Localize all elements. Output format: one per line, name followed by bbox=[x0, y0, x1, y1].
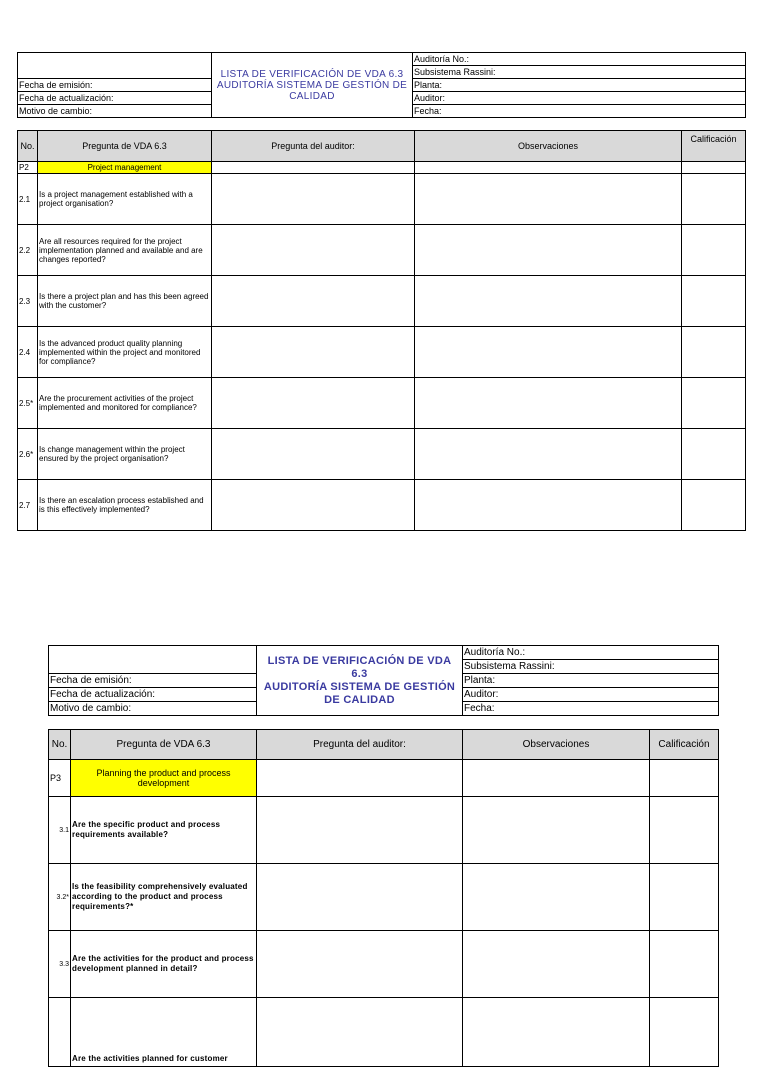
observations-cell[interactable] bbox=[463, 797, 650, 864]
auditor-question-cell[interactable] bbox=[257, 998, 463, 1067]
auditor-question-cell[interactable] bbox=[212, 480, 415, 531]
issue-date-field[interactable]: Fecha de emisión: bbox=[18, 79, 212, 92]
observations-cell[interactable] bbox=[415, 225, 682, 276]
auditor-question-cell[interactable] bbox=[212, 327, 415, 378]
column-header-auditor-question: Pregunta del auditor: bbox=[257, 730, 463, 760]
issue-date-field[interactable]: Fecha de emisión: bbox=[49, 674, 257, 688]
auditor-question-cell[interactable] bbox=[212, 276, 415, 327]
date-field[interactable]: Fecha: bbox=[463, 702, 719, 716]
questions-table bbox=[48, 729, 719, 1067]
rating-cell[interactable] bbox=[650, 760, 719, 797]
auditor-question-cell[interactable] bbox=[257, 797, 463, 864]
rating-cell[interactable] bbox=[650, 998, 719, 1067]
question-number: 2.2 bbox=[18, 225, 38, 276]
auditor-question-cell[interactable] bbox=[257, 760, 463, 797]
form-title bbox=[212, 53, 413, 118]
plant-field[interactable]: Planta: bbox=[413, 79, 746, 92]
vda-question: Is a project management established with a project organisation? bbox=[38, 174, 212, 225]
form-header-table bbox=[17, 52, 746, 118]
audit-number-field[interactable]: Auditoría No.: bbox=[463, 646, 719, 660]
column-header-no: No. bbox=[49, 730, 71, 760]
vda-question: Are the specific product and process requirements available? bbox=[71, 797, 257, 864]
update-date-field[interactable]: Fecha de actualización: bbox=[18, 92, 212, 105]
auditor-question-cell[interactable] bbox=[212, 174, 415, 225]
update-date-field[interactable]: Fecha de actualización: bbox=[49, 688, 257, 702]
rating-cell[interactable] bbox=[682, 276, 746, 327]
auditor-question-cell[interactable] bbox=[212, 162, 415, 174]
observations-cell[interactable] bbox=[415, 162, 682, 174]
rating-cell[interactable] bbox=[682, 429, 746, 480]
column-header-no: No. bbox=[18, 131, 38, 162]
observations-cell[interactable] bbox=[415, 480, 682, 531]
observations-cell[interactable] bbox=[415, 174, 682, 225]
form-title bbox=[257, 646, 463, 716]
change-reason-field[interactable]: Motivo de cambio: bbox=[49, 702, 257, 716]
form-title-line: DE CALIDAD bbox=[324, 693, 395, 706]
plant-field[interactable]: Planta: bbox=[463, 674, 719, 688]
question-number: 3.1 bbox=[49, 797, 71, 864]
column-header-rating: Calificación bbox=[650, 730, 719, 760]
question-number: 3.3 bbox=[49, 931, 71, 998]
change-reason-field[interactable]: Motivo de cambio: bbox=[18, 105, 212, 118]
rassini-subsystem-field[interactable]: Subsistema Rassini: bbox=[463, 660, 719, 674]
form-header-table bbox=[48, 645, 719, 716]
rating-cell[interactable] bbox=[682, 162, 746, 174]
form-title-line: 6.3 bbox=[351, 667, 368, 680]
rating-cell[interactable] bbox=[682, 378, 746, 429]
rating-cell[interactable] bbox=[682, 480, 746, 531]
observations-cell[interactable] bbox=[463, 760, 650, 797]
checklist-sheet-p3 bbox=[48, 645, 719, 1067]
vda-question: Are the procurement activities of the project implemented and monitored for compliance? bbox=[38, 378, 212, 429]
column-header-auditor-question: Pregunta del auditor: bbox=[212, 131, 415, 162]
form-title-line: LISTA DE VERIFICACIÓN DE VDA 6.3 bbox=[220, 68, 404, 80]
section-number: P2 bbox=[18, 162, 38, 174]
auditor-question-cell[interactable] bbox=[257, 931, 463, 998]
vda-question: Are the activities for the product and process development planned in detail? bbox=[71, 931, 257, 998]
section-number: P3 bbox=[49, 760, 71, 797]
question-number bbox=[49, 998, 71, 1067]
question-number: 3.2* bbox=[49, 864, 71, 931]
auditor-field[interactable]: Auditor: bbox=[463, 688, 719, 702]
column-header-observations: Observaciones bbox=[463, 730, 650, 760]
observations-cell[interactable] bbox=[415, 429, 682, 480]
auditor-question-cell[interactable] bbox=[212, 429, 415, 480]
observations-cell[interactable] bbox=[463, 864, 650, 931]
form-title-line: CALIDAD bbox=[289, 90, 335, 102]
header-blank-cell bbox=[49, 646, 257, 660]
vda-question: Is the advanced product quality planning implemented within the project and monitored for compliance? bbox=[38, 327, 212, 378]
header-blank-cell bbox=[49, 660, 257, 674]
rating-cell[interactable] bbox=[682, 327, 746, 378]
question-number: 2.4 bbox=[18, 327, 38, 378]
vda-question: Are all resources required for the project implementation planned and available and are changes reported? bbox=[38, 225, 212, 276]
auditor-question-cell[interactable] bbox=[212, 378, 415, 429]
header-blank-cell bbox=[18, 66, 212, 79]
rating-cell[interactable] bbox=[650, 864, 719, 931]
question-number: 2.6* bbox=[18, 429, 38, 480]
vda-question: Are the activities planned for customer bbox=[71, 998, 257, 1067]
rating-cell[interactable] bbox=[650, 931, 719, 998]
observations-cell[interactable] bbox=[415, 378, 682, 429]
observations-cell[interactable] bbox=[415, 327, 682, 378]
questions-table bbox=[17, 130, 746, 531]
rating-cell[interactable] bbox=[650, 797, 719, 864]
header-blank-cell bbox=[18, 53, 212, 66]
column-header-observations: Observaciones bbox=[415, 131, 682, 162]
audit-number-field[interactable]: Auditoría No.: bbox=[413, 53, 746, 66]
form-title-line: LISTA DE VERIFICACIÓN DE VDA bbox=[267, 654, 452, 667]
form-title-line: AUDITORÍA SISTEMA DE GESTIÓN bbox=[263, 680, 456, 693]
rating-cell[interactable] bbox=[682, 174, 746, 225]
observations-cell[interactable] bbox=[415, 276, 682, 327]
column-header-vda-question: Pregunta de VDA 6.3 bbox=[71, 730, 257, 760]
vda-question: Is there an escalation process established and is this effectively implemented? bbox=[38, 480, 212, 531]
rassini-subsystem-field[interactable]: Subsistema Rassini: bbox=[413, 66, 746, 79]
question-number: 2.7 bbox=[18, 480, 38, 531]
vda-question: Is there a project plan and has this been agreed with the customer? bbox=[38, 276, 212, 327]
observations-cell[interactable] bbox=[463, 931, 650, 998]
column-header-rating: Calificación bbox=[682, 131, 746, 162]
observations-cell[interactable] bbox=[463, 998, 650, 1067]
auditor-field[interactable]: Auditor: bbox=[413, 92, 746, 105]
section-title: Planning the product and process development bbox=[71, 760, 257, 797]
section-title: Project management bbox=[38, 162, 212, 174]
auditor-question-cell[interactable] bbox=[212, 225, 415, 276]
rating-cell[interactable] bbox=[682, 225, 746, 276]
vda-question: Is the feasibility comprehensively evaluated according to the product and process requirements?* bbox=[71, 864, 257, 931]
form-title-line: AUDITORÍA SISTEMA DE GESTIÓN DE bbox=[216, 79, 408, 91]
date-field[interactable]: Fecha: bbox=[413, 105, 746, 118]
question-number: 2.5* bbox=[18, 378, 38, 429]
checklist-sheet-p2 bbox=[17, 52, 746, 531]
auditor-question-cell[interactable] bbox=[257, 864, 463, 931]
question-number: 2.3 bbox=[18, 276, 38, 327]
question-number: 2.1 bbox=[18, 174, 38, 225]
column-header-vda-question: Pregunta de VDA 6.3 bbox=[38, 131, 212, 162]
vda-question: Is change management within the project ensured by the project organisation? bbox=[38, 429, 212, 480]
